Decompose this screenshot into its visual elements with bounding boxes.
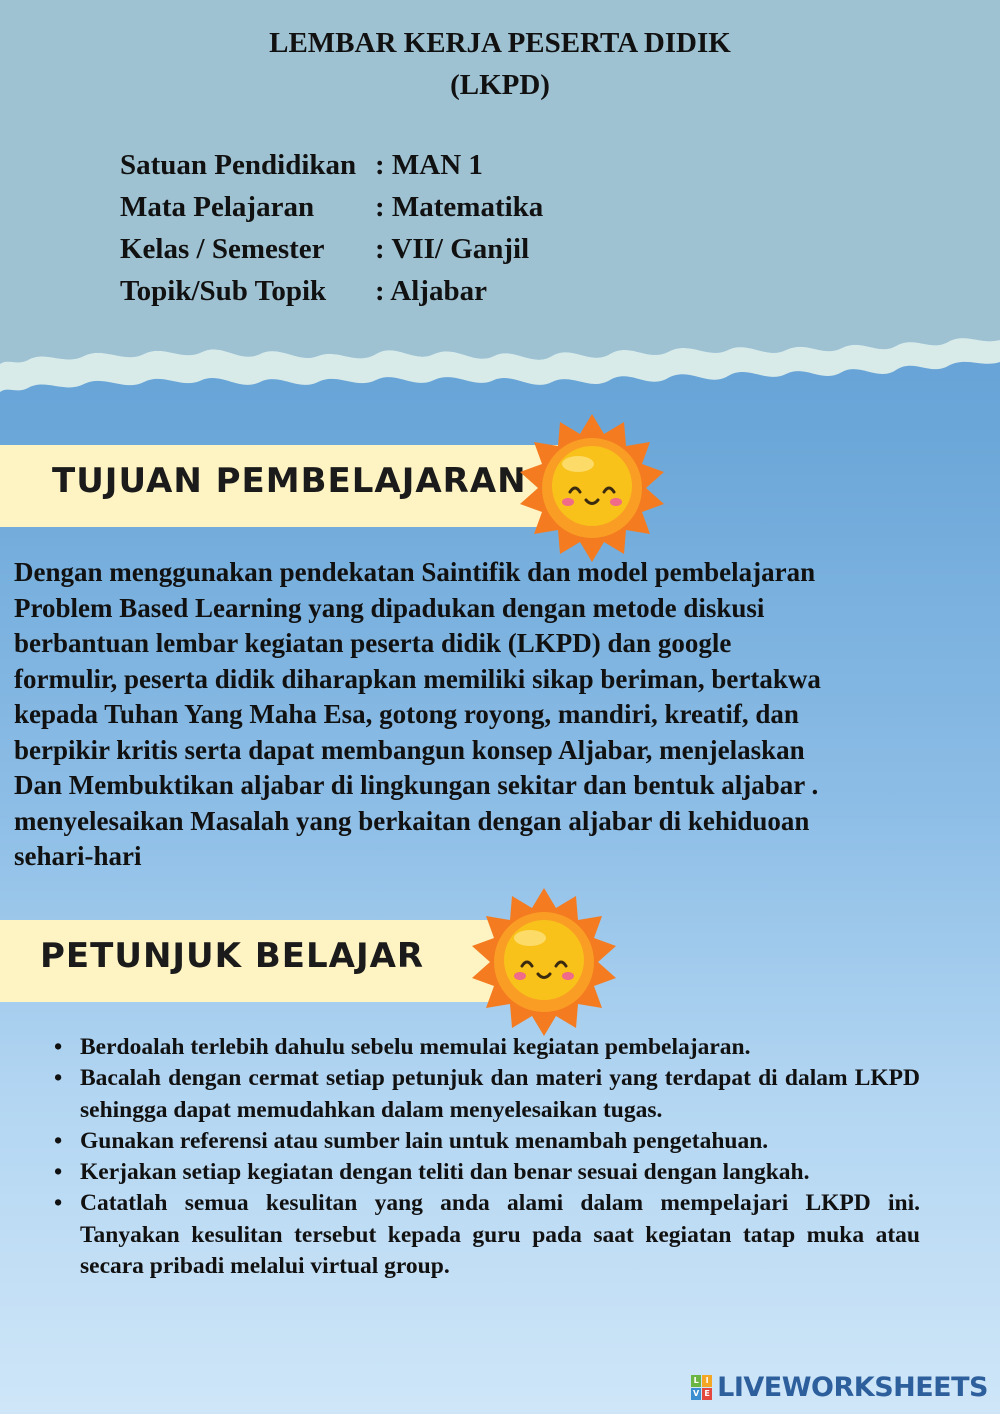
sun-icon [464, 886, 624, 1041]
tujuan-line: berpikir kritis serta dapat membangun konsep Aljabar, menjelaskan [14, 734, 805, 765]
info-row-kelas [120, 228, 543, 270]
logo-letter: L [691, 1375, 701, 1387]
info-value: : Aljabar [375, 275, 487, 307]
liveworksheets-logo-icon [691, 1375, 713, 1401]
info-value: : VII/ Ganjil [375, 233, 530, 265]
logo-letter: I [702, 1375, 712, 1387]
info-row-topik [120, 270, 543, 312]
list-item: • Kerjakan setiap kegiatan dengan teliti dan benar sesuai dengan langkah. [50, 1157, 920, 1188]
info-row-mapel [120, 186, 543, 228]
info-label: Satuan Pendidikan [120, 149, 357, 181]
tujuan-line: Problem Based Learning yang dipadukan dengan metode diskusi [14, 592, 765, 623]
tujuan-line: menyelesaikan Masalah yang berkaitan dengan aljabar di kehiduoan [14, 805, 810, 836]
info-label: Kelas / Semester [120, 233, 325, 265]
worksheet-title [0, 22, 1000, 106]
petunjuk-heading: PETUNJUK BELAJAR [40, 936, 425, 976]
info-label: Mata Pelajaran [120, 191, 315, 223]
title-line-2: (LKPD) [450, 69, 550, 101]
list-item: • Berdoalah terlebih dahulu sebelu memulai kegiatan pembelajaran. [50, 1032, 920, 1063]
liveworksheets-brand[interactable] [691, 1372, 988, 1403]
tujuan-line: berbantuan lembar kegiatan peserta didik (LKPD) dan google [14, 628, 732, 658]
brand-text: LIVEWORKSHEETS [717, 1372, 988, 1403]
info-value: : Matematika [375, 191, 544, 223]
info-value: : MAN 1 [375, 149, 483, 181]
sun-icon [512, 412, 672, 567]
info-label: Topik/Sub Topik [120, 275, 327, 307]
logo-letter: E [702, 1388, 712, 1400]
petunjuk-list [50, 1032, 920, 1282]
tujuan-line: kepada Tuhan Yang Maha Esa, gotong royong, mandiri, kreatif, dan [14, 699, 799, 729]
tujuan-line: Dengan menggunakan pendekatan Saintifik dan model pembelajaran [14, 557, 816, 587]
identity-table [120, 144, 543, 312]
tujuan-line: Dan Membuktikan aljabar di lingkungan sekitar dan bentuk aljabar . [14, 770, 819, 800]
title-line-1: LEMBAR KERJA PESERTA DIDIK [269, 27, 731, 59]
tujuan-banner [0, 445, 560, 527]
tujuan-heading: TUJUAN PEMBELAJARAN [52, 461, 527, 501]
list-item: • Catatlah semua kesulitan yang anda alami dalam mempelajari LKPD ini. Tanyakan kesulitan tersebut kepada guru pada saat kegiatan tatap muka atau secara pribadi melalui virtual group. [50, 1188, 920, 1282]
info-row-satuan [120, 144, 543, 186]
logo-letter: V [693, 1388, 700, 1398]
list-item: • Gunakan referensi atau sumber lain untuk menambah pengetahuan. [50, 1126, 920, 1157]
tujuan-line: formulir, peserta didik diharapkan memiliki sikap beriman, bertakwa [14, 663, 821, 694]
petunjuk-banner [0, 920, 500, 1002]
tujuan-line: sehari-hari [14, 841, 142, 871]
tujuan-paragraph [14, 555, 954, 875]
list-item: • Bacalah dengan cermat setiap petunjuk dan materi yang terdapat di dalam LKPD sehingga dapat memudahkan dalam menyelesaikan tugas. [50, 1063, 920, 1126]
